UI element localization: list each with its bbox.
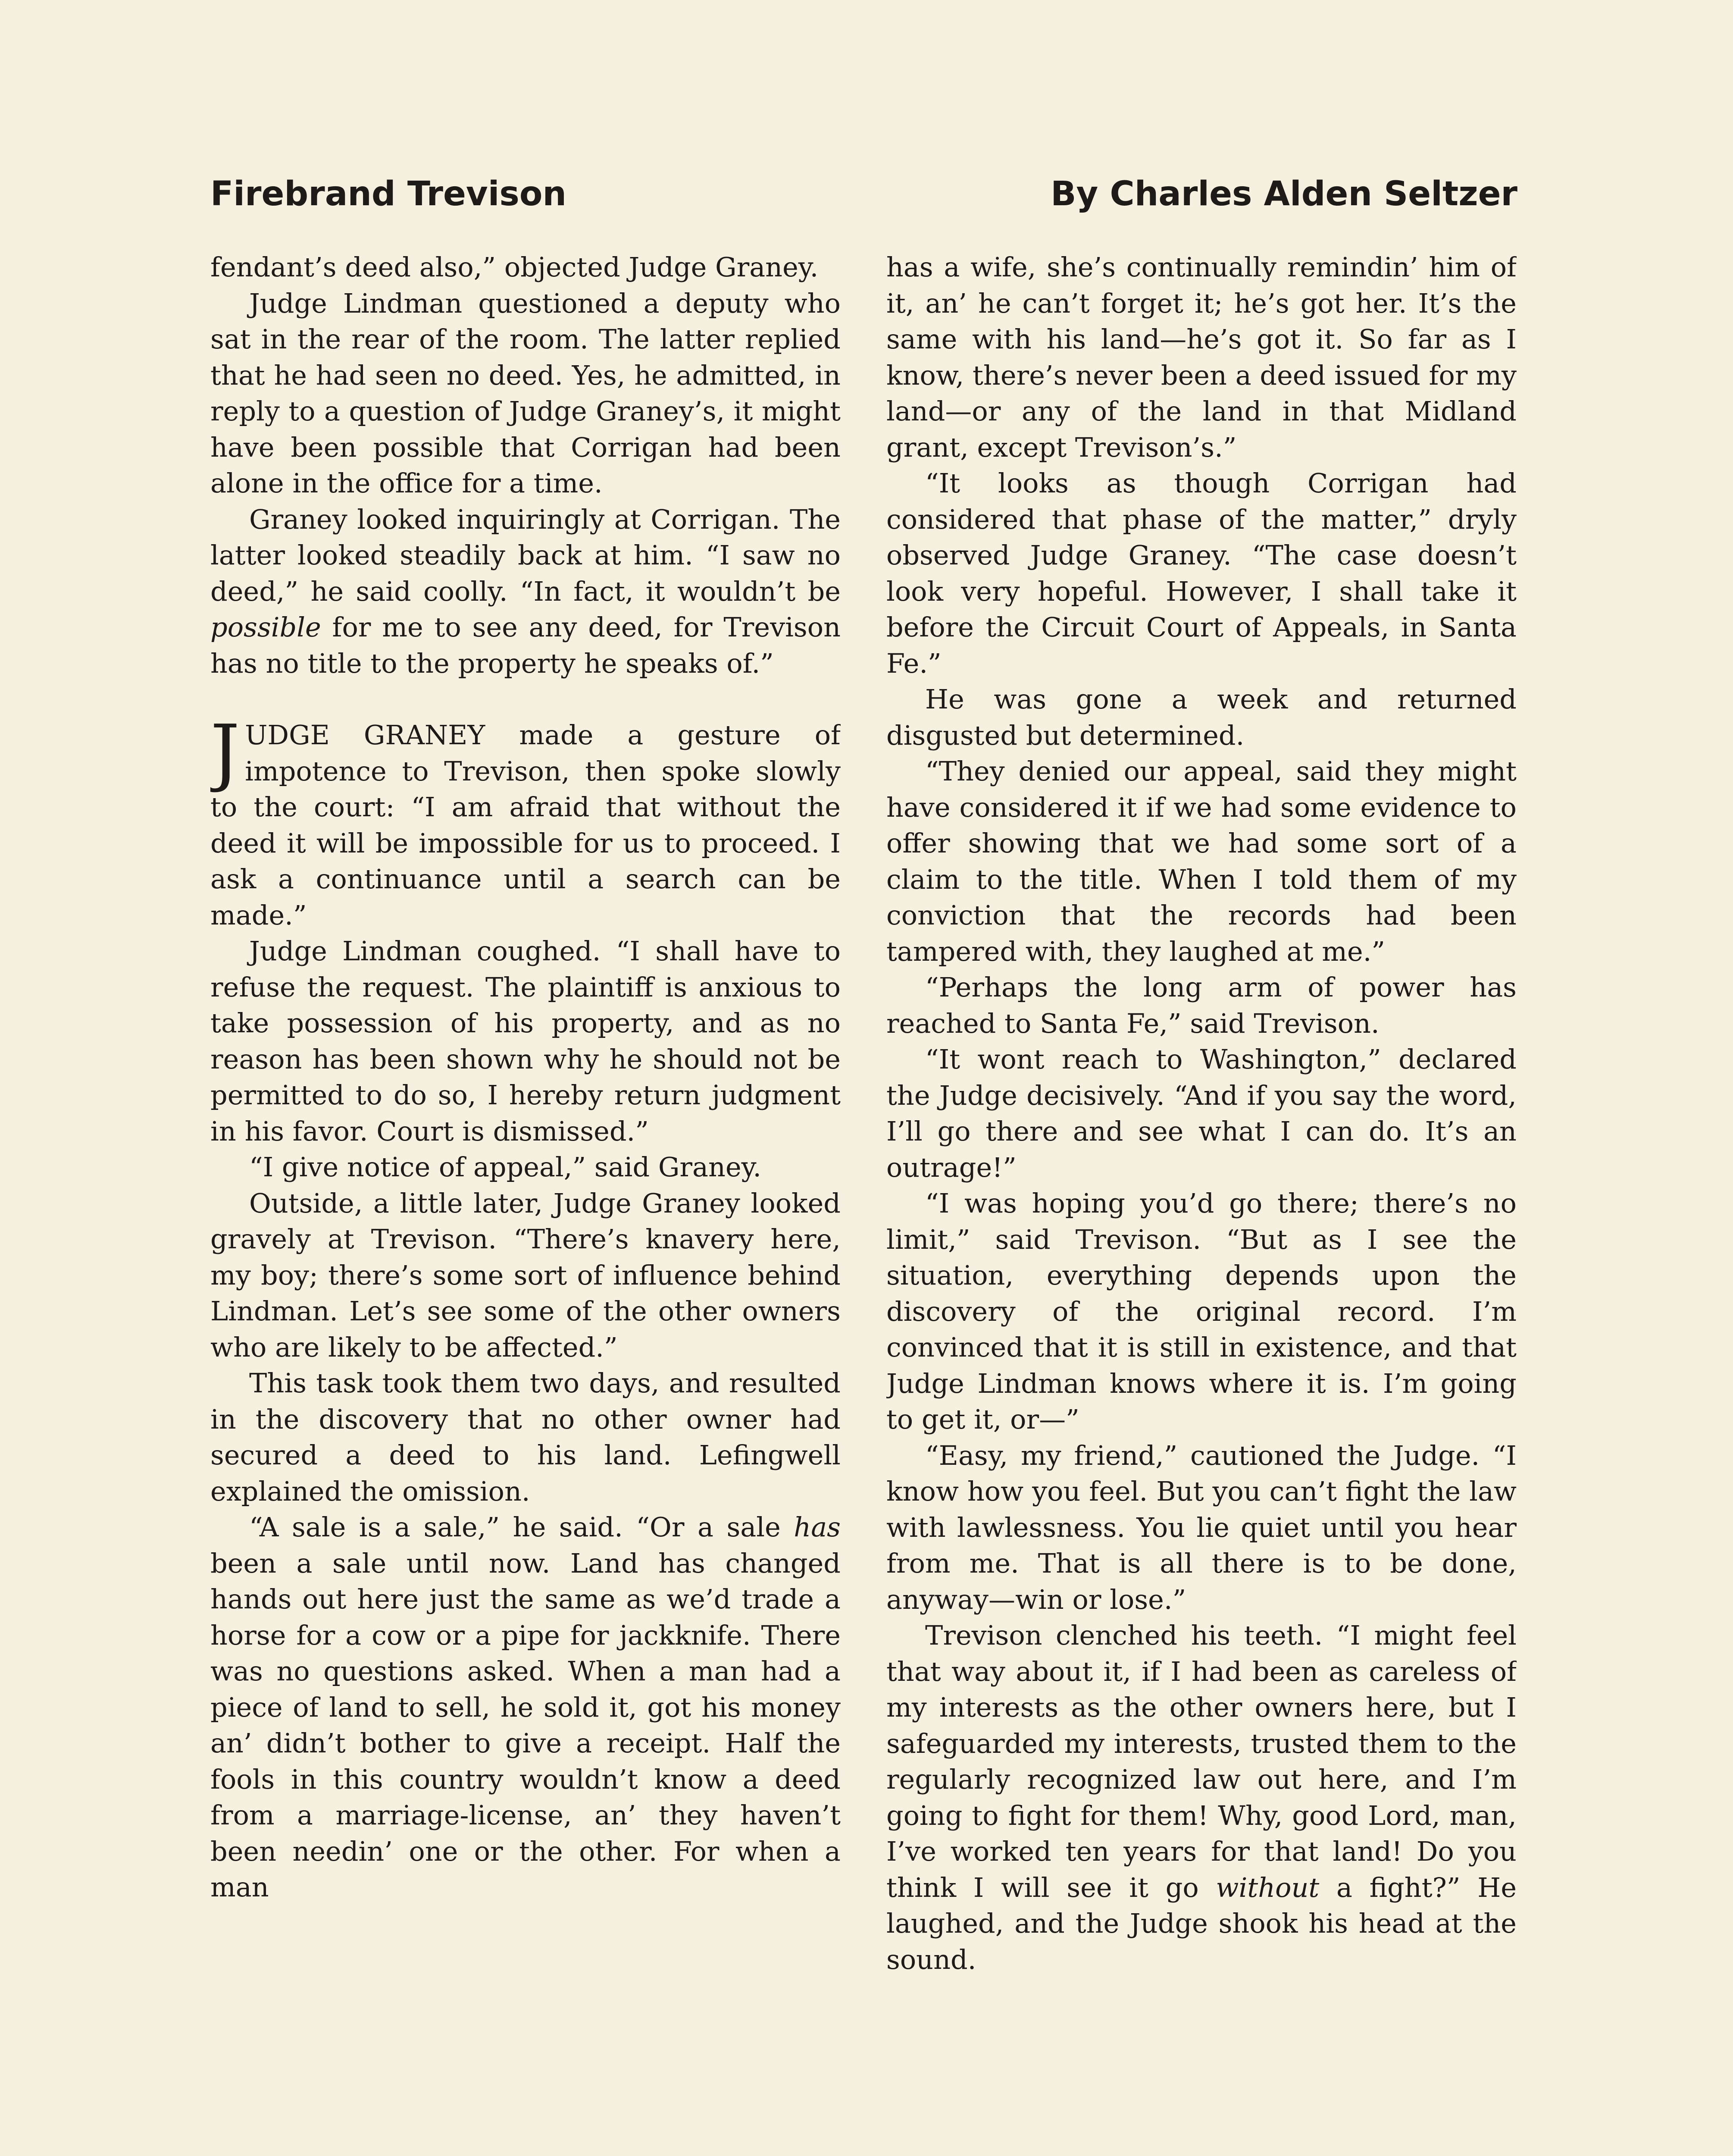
section-start-paragraph bbox=[210, 709, 841, 933]
paragraph: “Perhaps the long arm of power has reached to Santa Fe,” said Trevison. bbox=[886, 971, 1517, 1039]
paragraph bbox=[210, 501, 841, 682]
right-column bbox=[886, 249, 1517, 2156]
paragraph: Judge Lindman questioned a deputy who sat in the rear of the room. The latter replied that he had seen no deed. Yes, he admitted, in reply to a question of Judge Graney’s, it might have been possible that Corrigan had been alone in the office for a time. bbox=[210, 287, 841, 499]
paragraph: “It wont reach to Washington,” declared the Judge decisively. “And if you say the word, I’ll go there and see what I can do. It’s an outrage!” bbox=[886, 1044, 1517, 1183]
emphasis: without bbox=[1216, 1871, 1320, 1903]
paragraph bbox=[886, 1617, 1517, 1977]
paragraph-text: Graney looked inquiringly at Corrigan. The latter looked steadily back at him. “I saw no deed,” he said coolly. “In fact, it wouldn’t be bbox=[210, 503, 841, 607]
paragraph: This task took them two days, and resulted in the discovery that no other owner had secured a deed to his land. Lefingwell explained the omission. bbox=[210, 1367, 841, 1507]
paragraph-text: “A sale is a sale,” he said. “Or a sale bbox=[249, 1511, 794, 1543]
paragraph: “I was hoping you’d go there; there’s no limit,” said Trevison. “But as I see the situation, everything depends upon the discovery of the original record. I’m convinced that it is still in existence, and that Judge Lindman knows where it is. I’m going to get it, or—” bbox=[886, 1188, 1517, 1435]
paragraph: “Easy, my friend,” cautioned the Judge. “I know how you feel. But you can’t fight the law with lawlessness. You lie quiet until you hear from me. That is all there is to be done, anyway—win or lose.” bbox=[886, 1439, 1517, 1615]
paragraph: “I give notice of appeal,” said Graney. bbox=[249, 1151, 762, 1183]
paragraph: He was gone a week and returned disgusted but determined. bbox=[886, 683, 1517, 751]
emphasis: possible bbox=[210, 611, 321, 643]
paragraph-text: been a sale until now. Land has changed hands out here just the same as we’d trade a horse for a cow or a pipe for jackknife. There was no questions asked. When a man had a piece of land to sell, he sold it, got his money an’ didn’t bother to give a receipt. Half the fools in this country wouldn’t know a deed from a marriage-license, an’ they haven’t been needin’ one or the other. For when a man bbox=[210, 1547, 841, 1903]
paragraph-text: UDGE GRANEY made a gesture of impotence to Trevison, then spoke slowly to the court: “I am afraid that without the deed it will be impossible for us to proceed. I ask a continuance until a search can be made.” bbox=[210, 719, 841, 931]
paragraph-text: Trevison clenched his teeth. “I might feel that way about it, if I had been as careless of my interests as the other owners here, but I safeguarded my interests, trusted them to the regularly recognized law out here, and I’m going to fight for them! Why, good Lord, man, I’ve worked ten years for that land! Do you think I will see it go bbox=[886, 1620, 1517, 1903]
emphasis: has bbox=[794, 1511, 841, 1543]
paragraph-text: for me to see any deed, for Trevison has no title to the property he speaks of.” bbox=[210, 611, 841, 679]
left-column bbox=[210, 249, 841, 2156]
author-byline: By Charles Alden Seltzer bbox=[1051, 175, 1517, 213]
paragraph: Outside, a little later, Judge Graney looked gravely at Trevison. “There’s knavery here, my boy; there’s some sort of influence behind Lindman. Let’s see some of the other owners who are likely to be affected.” bbox=[210, 1187, 841, 1363]
paragraph-text: a fight?” He laughed, and the Judge shook his head at the sound. bbox=[886, 1871, 1517, 1975]
paragraph: “They denied our appeal, said they might have considered it if we had some evidence to offer showing that we had some sort of a claim to the title. When I told them of my conviction that the records had been tampered with, they laughed at me.” bbox=[886, 755, 1517, 967]
text-columns bbox=[210, 249, 1517, 2156]
paragraph bbox=[210, 1509, 841, 1905]
story-title: Firebrand Trevison bbox=[210, 175, 566, 213]
running-header bbox=[210, 170, 1517, 218]
paragraph: fendant’s deed also,” objected Judge Graney. bbox=[210, 251, 819, 283]
drop-cap: J bbox=[210, 709, 240, 795]
paragraph: Judge Lindman coughed. “I shall have to refuse the request. The plaintiff is anxious to take possession of his property, and as no reason has been shown why he should not be permitted to do so, I hereby return judgment in his favor. Court is dismissed.” bbox=[210, 935, 841, 1147]
paragraph: “It looks as though Corrigan had considered that phase of the matter,” dryly observed Judge Graney. “The case doesn’t look very hopeful. However, I shall take it before the Circuit Court of Appeals, in Santa Fe.” bbox=[886, 467, 1517, 679]
paragraph: has a wife, she’s continually remindin’ him of it, an’ he can’t forget it; he’s got her. It’s the same with his land—he’s got it. So far as I know, there’s never been a deed issued for my land—or any of the land in that Midland grant, except Trevison’s.” bbox=[886, 251, 1517, 463]
